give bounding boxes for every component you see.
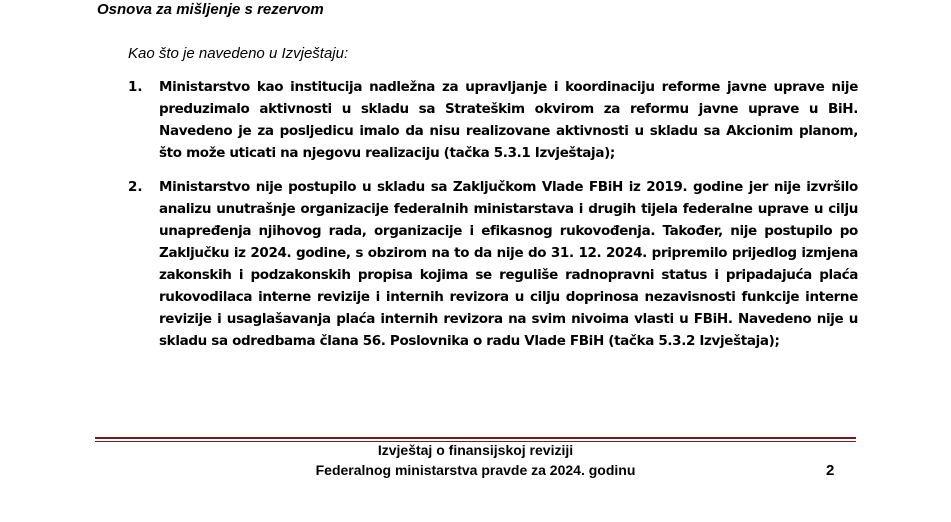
list-item [128,76,858,164]
footer-report-title: Izvještaj o finansijskoj reviziji [377,442,574,458]
list-item-number: 2. [128,179,143,195]
footer-report-subtitle: Federalnog ministarstva pravde za 2024. godinu [315,462,636,478]
list-item [128,176,858,352]
intro-text: Kao što je navedeno u Izvještaju: [128,45,349,62]
list-item-text: Ministarstvo kao institucija nadležna za upravljanje i koordinaciju reforme javne uprave nije preduzimalo aktivnosti u skladu sa Strateškim okvirom za reformu javne uprave u BiH. Navedeno je za posljedicu imalo da nisu realizovane aktivnosti u skladu sa Akcionim planom, što može uticati na njegovu realizaciju (tačka 5.3.1 Izvještaja); [159,79,858,161]
footer-divider [95,437,856,439]
page-number: 2 [826,462,835,479]
list-item-text: Ministarstvo nije postupilo u skladu sa Zaključkom Vlade FBiH iz 2019. godine jer nije izvršilo analizu unutrašnje organizacije federalnih ministarstava i drugih tijela federalne uprave u cilju unapređenja njihovog rada, organizacije i efikasnog rukovođenja. Također, nije postupilo po Zaključku iz 2024. godine, s obzirom na to da nije do 31. 12. 2024. pripremilo prijedlog izmjena zakonskih i podzakonskih propisa kojima se reguliše radnopravni status i pripadajuća plaća rukovodilaca interne revizije i internih revizora u cilju doprinosa nezavisnosti funkcije interne revizije i usaglašavanja plaća internih revizora na svim nivoima vlasti u FBiH. Navedeno nije u skladu sa odredbama člana 56. Poslovnika o radu Vlade FBiH (tačka 5.3.2 Izvještaja); [159,179,858,349]
list-item-number: 1. [128,79,143,95]
section-title: Osnova za mišljenje s rezervom [97,1,324,18]
